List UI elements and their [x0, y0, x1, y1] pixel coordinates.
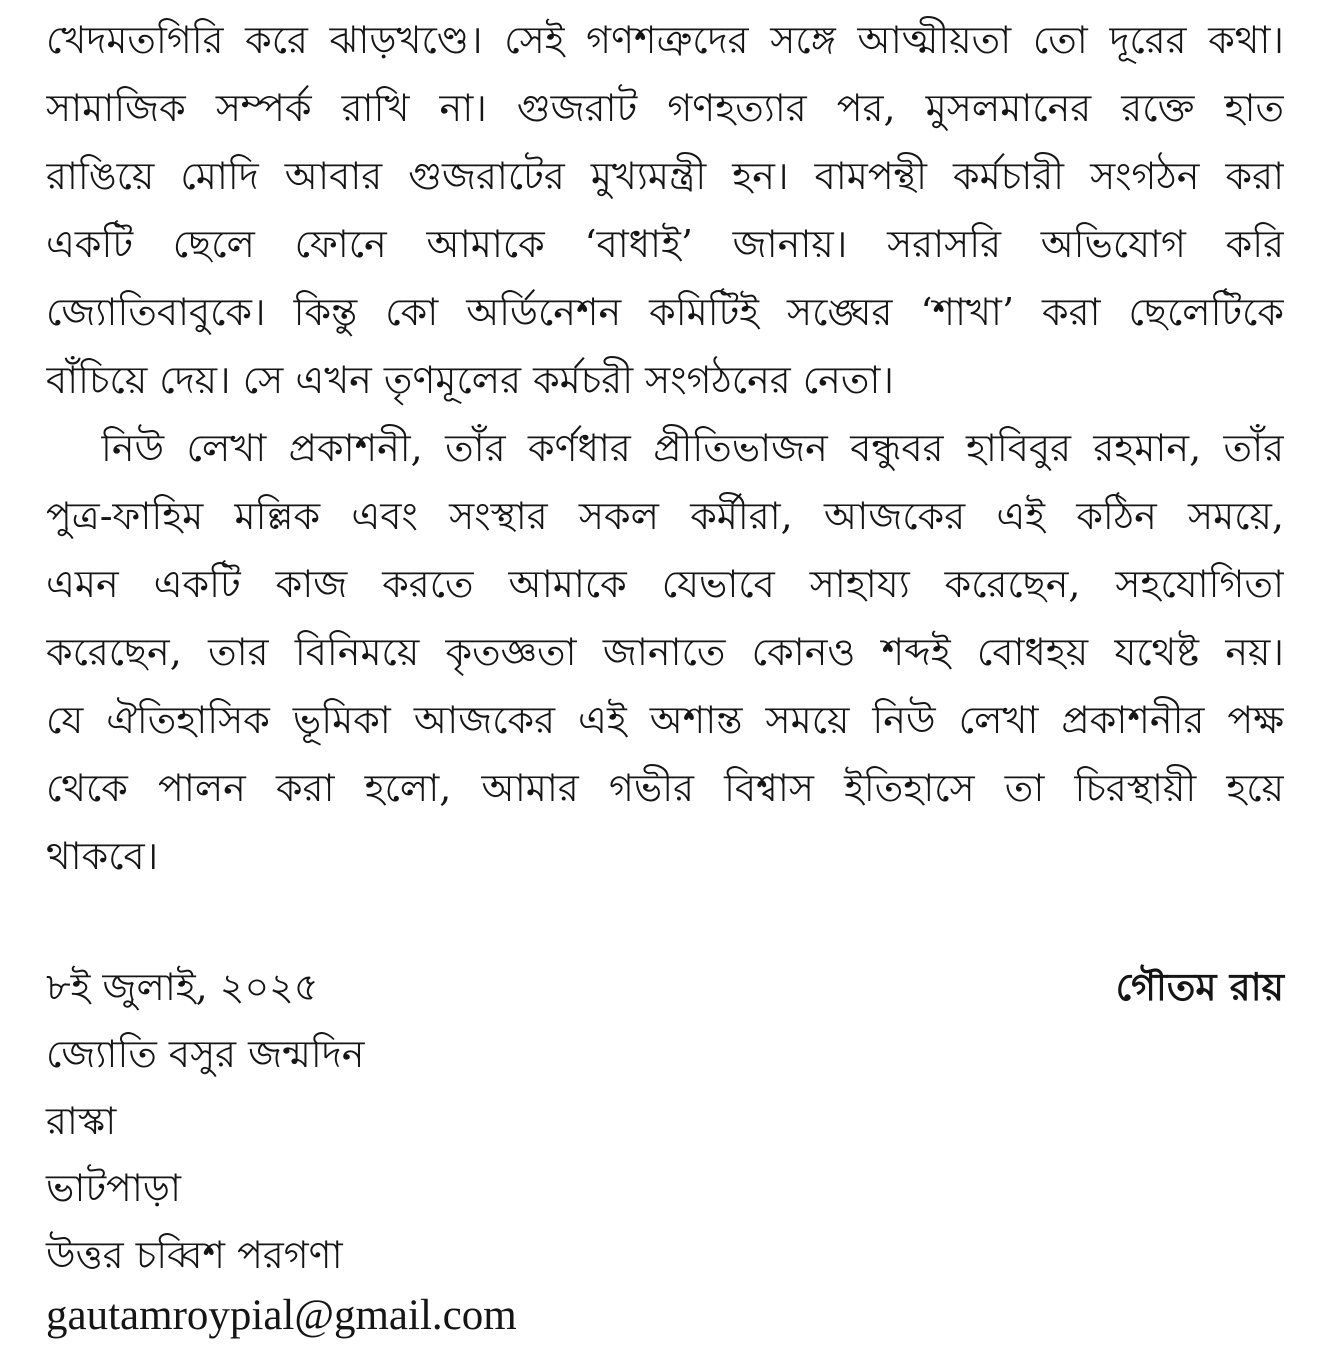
text-line: সামাজিক সম্পর্ক রাখি না। গুজরাট গণহত্যার পর, মুসলমানের রক্তে হাত	[46, 86, 1284, 130]
text-line: থাকবে।	[46, 834, 159, 878]
text-line: খেদমতগিরি করে ঝাড়খণ্ডে। সেই গণশত্রুদের সঙ্গে আত্মীয়তা তো দূরের কথা।	[46, 18, 1284, 62]
address-line: জ্যোতি বসুর জন্মদিন	[46, 1032, 365, 1076]
text-line: করেছেন, তার বিনিময়ে কৃতজ্ঞতা জানাতে কোনও শব্দই বোধহয় যথেষ্ট নয়।	[46, 630, 1284, 674]
date-text: ৮ই জুলাই, ২০২৫	[46, 965, 319, 1009]
address-line: রাস্কা	[46, 1099, 117, 1143]
text-line: রাঙিয়ে মোদি আবার গুজরাটের মুখ্যমন্ত্রী হন। বামপন্থী কর্মচারী সংগঠন করা	[46, 154, 1284, 198]
email-address: gautamroypial@gmail.com	[46, 1292, 517, 1339]
address-line: উত্তর চব্বিশ পরগণা	[46, 1233, 343, 1277]
text-line: এমন একটি কাজ করতে আমাকে যেভাবে সাহায্য করেছেন, সহযোগিতা	[46, 562, 1284, 606]
author-signature: গৌতম রায়	[1115, 964, 1284, 1009]
text-line: বাঁচিয়ে দেয়। সে এখন তৃণমূলের কর্মচরী সংগঠনের নেতা।	[46, 358, 894, 402]
document-page	[46, 10, 1284, 1340]
text-line: থেকে পালন করা হলো, আমার গভীর বিশ্বাস ইতিহাসে তা চিরস্থায়ী হয়ে	[46, 766, 1284, 810]
text-line: যে ঐতিহাসিক ভূমিকা আজকের এই অশান্ত সময়ে নিউ লেখা প্রকাশনীর পক্ষ	[46, 698, 1284, 742]
address-line: ভাটপাড়া	[46, 1166, 182, 1210]
text-line: নিউ লেখা প্রকাশনী, তাঁর কর্ণধার প্রীতিভাজন বন্ধুবর হাবিবুর রহমান, তাঁর	[101, 426, 1284, 470]
text-line: পুত্র-ফাহিম মল্লিক এবং সংস্থার সকল কর্মীরা, আজকের এই কঠিন সময়ে,	[46, 494, 1284, 538]
text-line: একটি ছেলে ফোনে আমাকে ‘বাধাই’ জানায়। সরাসরি অভিযোগ করি	[46, 222, 1284, 266]
text-line: জ্যোতিবাবুকে। কিন্তু কো অর্ডিনেশন কমিটিই সঙ্ঘের ‘শাখা’ করা ছেলেটিকে	[46, 290, 1284, 334]
